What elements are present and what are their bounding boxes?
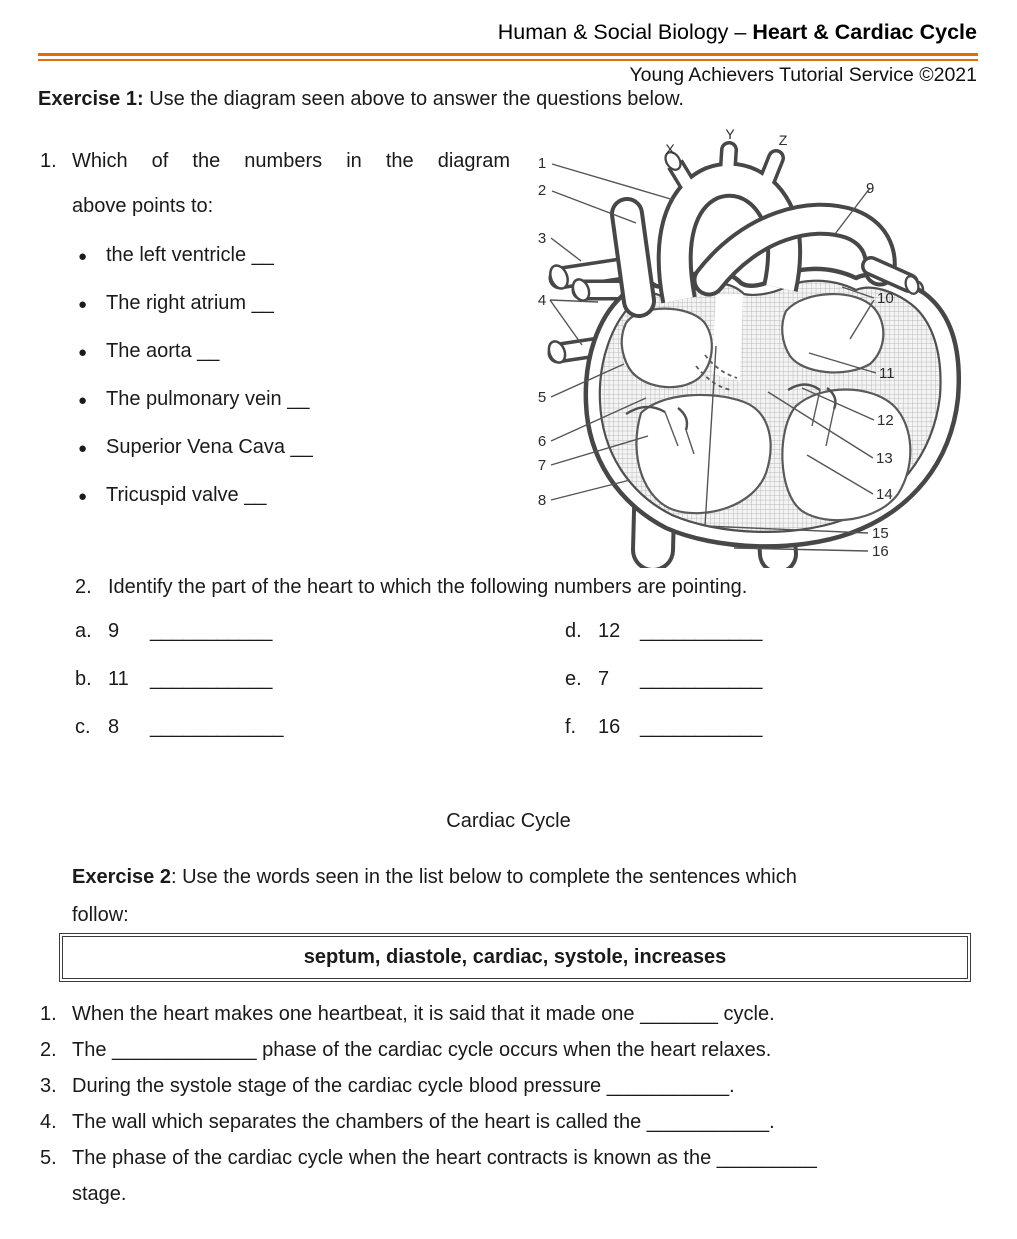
label-9: 9: [866, 180, 875, 197]
bullet-icon: [78, 244, 106, 270]
word-bank-text: septum, diastole, cardiac, systole, increases: [303, 946, 727, 968]
item-number: 9: [108, 620, 120, 642]
answer-blank: ___________: [150, 668, 273, 690]
bullet-icon: [78, 484, 106, 510]
exercise2-label: Exercise 2: [72, 866, 171, 888]
heart-diagram: [526, 118, 1004, 568]
list-item: [78, 436, 313, 484]
item-letter: d.: [565, 620, 582, 642]
fill-in-sentences: [40, 996, 940, 1212]
answer-item-d: [565, 620, 762, 668]
sentence-number: 1.: [40, 1003, 57, 1025]
answer-item-f: [565, 716, 762, 764]
page-title-regular: Human & Social Biology –: [497, 20, 753, 44]
label-6: 6: [537, 433, 547, 450]
label-y: Y: [725, 126, 735, 142]
label-7: 7: [537, 457, 547, 474]
label-z: Z: [778, 132, 788, 148]
exercise2-intro: [72, 858, 952, 934]
label-16: 16: [872, 543, 889, 560]
sentence-number: 2.: [40, 1039, 57, 1061]
answer-blank: ____________: [150, 716, 284, 738]
label-5: 5: [537, 389, 547, 406]
exercise1-intro: [38, 88, 684, 111]
answer-column-right: [565, 620, 762, 764]
question-1-number: 1.: [40, 150, 57, 172]
question-1-text: [72, 150, 510, 218]
item-number: 7: [598, 668, 610, 690]
question-1-line1: Which of the numbers in the diagram: [72, 150, 510, 172]
sentence-4: [40, 1104, 940, 1140]
sentence-3: [40, 1068, 940, 1104]
right-ventricle: [636, 395, 770, 513]
sentence-1: [40, 996, 940, 1032]
bullet-text: The pulmonary vein __: [106, 388, 310, 410]
question-1-bullet-list: [78, 244, 313, 532]
header-divider: [38, 53, 978, 61]
item-letter: f.: [565, 716, 577, 738]
word-bank-box: [62, 936, 968, 979]
item-number: 11: [108, 668, 129, 690]
list-item: [78, 244, 313, 292]
item-letter: a.: [75, 620, 92, 642]
sentence-text: [72, 1140, 817, 1212]
question-2: [75, 576, 747, 599]
label-8: 8: [537, 492, 547, 509]
answer-item-c: [75, 716, 283, 764]
exercise2-intro-line1: : Use the words seen in the list below to complete the sentences which: [170, 866, 797, 888]
bullet-text: The right atrium __: [106, 292, 274, 314]
question-1: [40, 150, 510, 218]
sentence-text: The wall which separates the chambers of the heart is called the ___________.: [72, 1111, 775, 1133]
sentence-text: When the heart makes one heartbeat, it is said that it made one _______ cycle.: [72, 1003, 775, 1025]
sentence-text: The _____________ phase of the cardiac cycle occurs when the heart relaxes.: [72, 1039, 772, 1061]
answer-blank: ___________: [640, 716, 763, 738]
list-item: [78, 484, 313, 532]
label-14: 14: [876, 486, 893, 503]
right-atrium: [622, 309, 712, 388]
list-item: [78, 292, 313, 340]
answer-blank: ___________: [640, 620, 763, 642]
exercise1-label: Exercise 1:: [38, 88, 144, 110]
sentence-5: [40, 1140, 940, 1212]
sentence-number: 3.: [40, 1075, 57, 1097]
exercise2-intro-line2: follow:: [72, 904, 129, 926]
superior-vena-cava: [627, 214, 639, 301]
bullet-icon: [78, 292, 106, 318]
question-2-text: Identify the part of the heart to which the following numbers are pointing.: [108, 576, 748, 598]
label-15: 15: [872, 525, 889, 542]
copyright-line: Young Achievers Tutorial Service ©2021: [629, 64, 977, 86]
label-12: 12: [877, 412, 894, 429]
item-number: 12: [598, 620, 621, 642]
exercise1-intro-text: Use the diagram seen above to answer the questions below.: [143, 88, 684, 110]
answer-item-e: [565, 668, 762, 716]
answer-item-a: [75, 620, 283, 668]
answer-column-left: [75, 620, 283, 764]
item-number: 16: [598, 716, 621, 738]
bullet-text: Superior Vena Cava __: [106, 436, 313, 458]
list-item: [78, 388, 313, 436]
label-13: 13: [876, 450, 893, 467]
bullet-text: Tricuspid valve __: [106, 484, 267, 506]
label-4: 4: [537, 292, 547, 309]
question-1-line2: above points to:: [72, 195, 214, 217]
sentence-text-line1: The phase of the cardiac cycle when the heart contracts is known as the _________: [72, 1147, 817, 1169]
sentence-text: During the systole stage of the cardiac cycle blood pressure ___________.: [72, 1075, 735, 1097]
label-x: X: [665, 141, 675, 157]
sentence-text-line2: stage.: [72, 1183, 127, 1205]
section-heading: Cardiac Cycle: [446, 810, 571, 832]
label-3: 3: [537, 230, 547, 247]
bullet-icon: [78, 436, 106, 462]
answer-item-b: [75, 668, 283, 716]
sentence-2: [40, 1032, 940, 1068]
sentence-number: 4.: [40, 1111, 57, 1133]
label-10: 10: [877, 290, 894, 307]
bullet-text: The aorta __: [106, 340, 220, 362]
bullet-text: the left ventricle __: [106, 244, 274, 266]
bullet-icon: [78, 340, 106, 366]
item-letter: e.: [565, 668, 582, 690]
label-11: 11: [879, 365, 895, 382]
answer-blank: ___________: [150, 620, 273, 642]
item-letter: b.: [75, 668, 92, 690]
list-item: [78, 340, 313, 388]
item-number: 8: [108, 716, 120, 738]
item-letter: c.: [75, 716, 91, 738]
answer-blank: ___________: [640, 668, 763, 690]
page-title: [498, 20, 977, 45]
bullet-icon: [78, 388, 106, 414]
label-1: 1: [537, 155, 547, 172]
page-title-bold: Heart & Cardiac Cycle: [752, 20, 977, 44]
label-2: 2: [537, 182, 547, 199]
sentence-number: 5.: [40, 1147, 57, 1169]
question-2-number: 2.: [75, 576, 92, 598]
